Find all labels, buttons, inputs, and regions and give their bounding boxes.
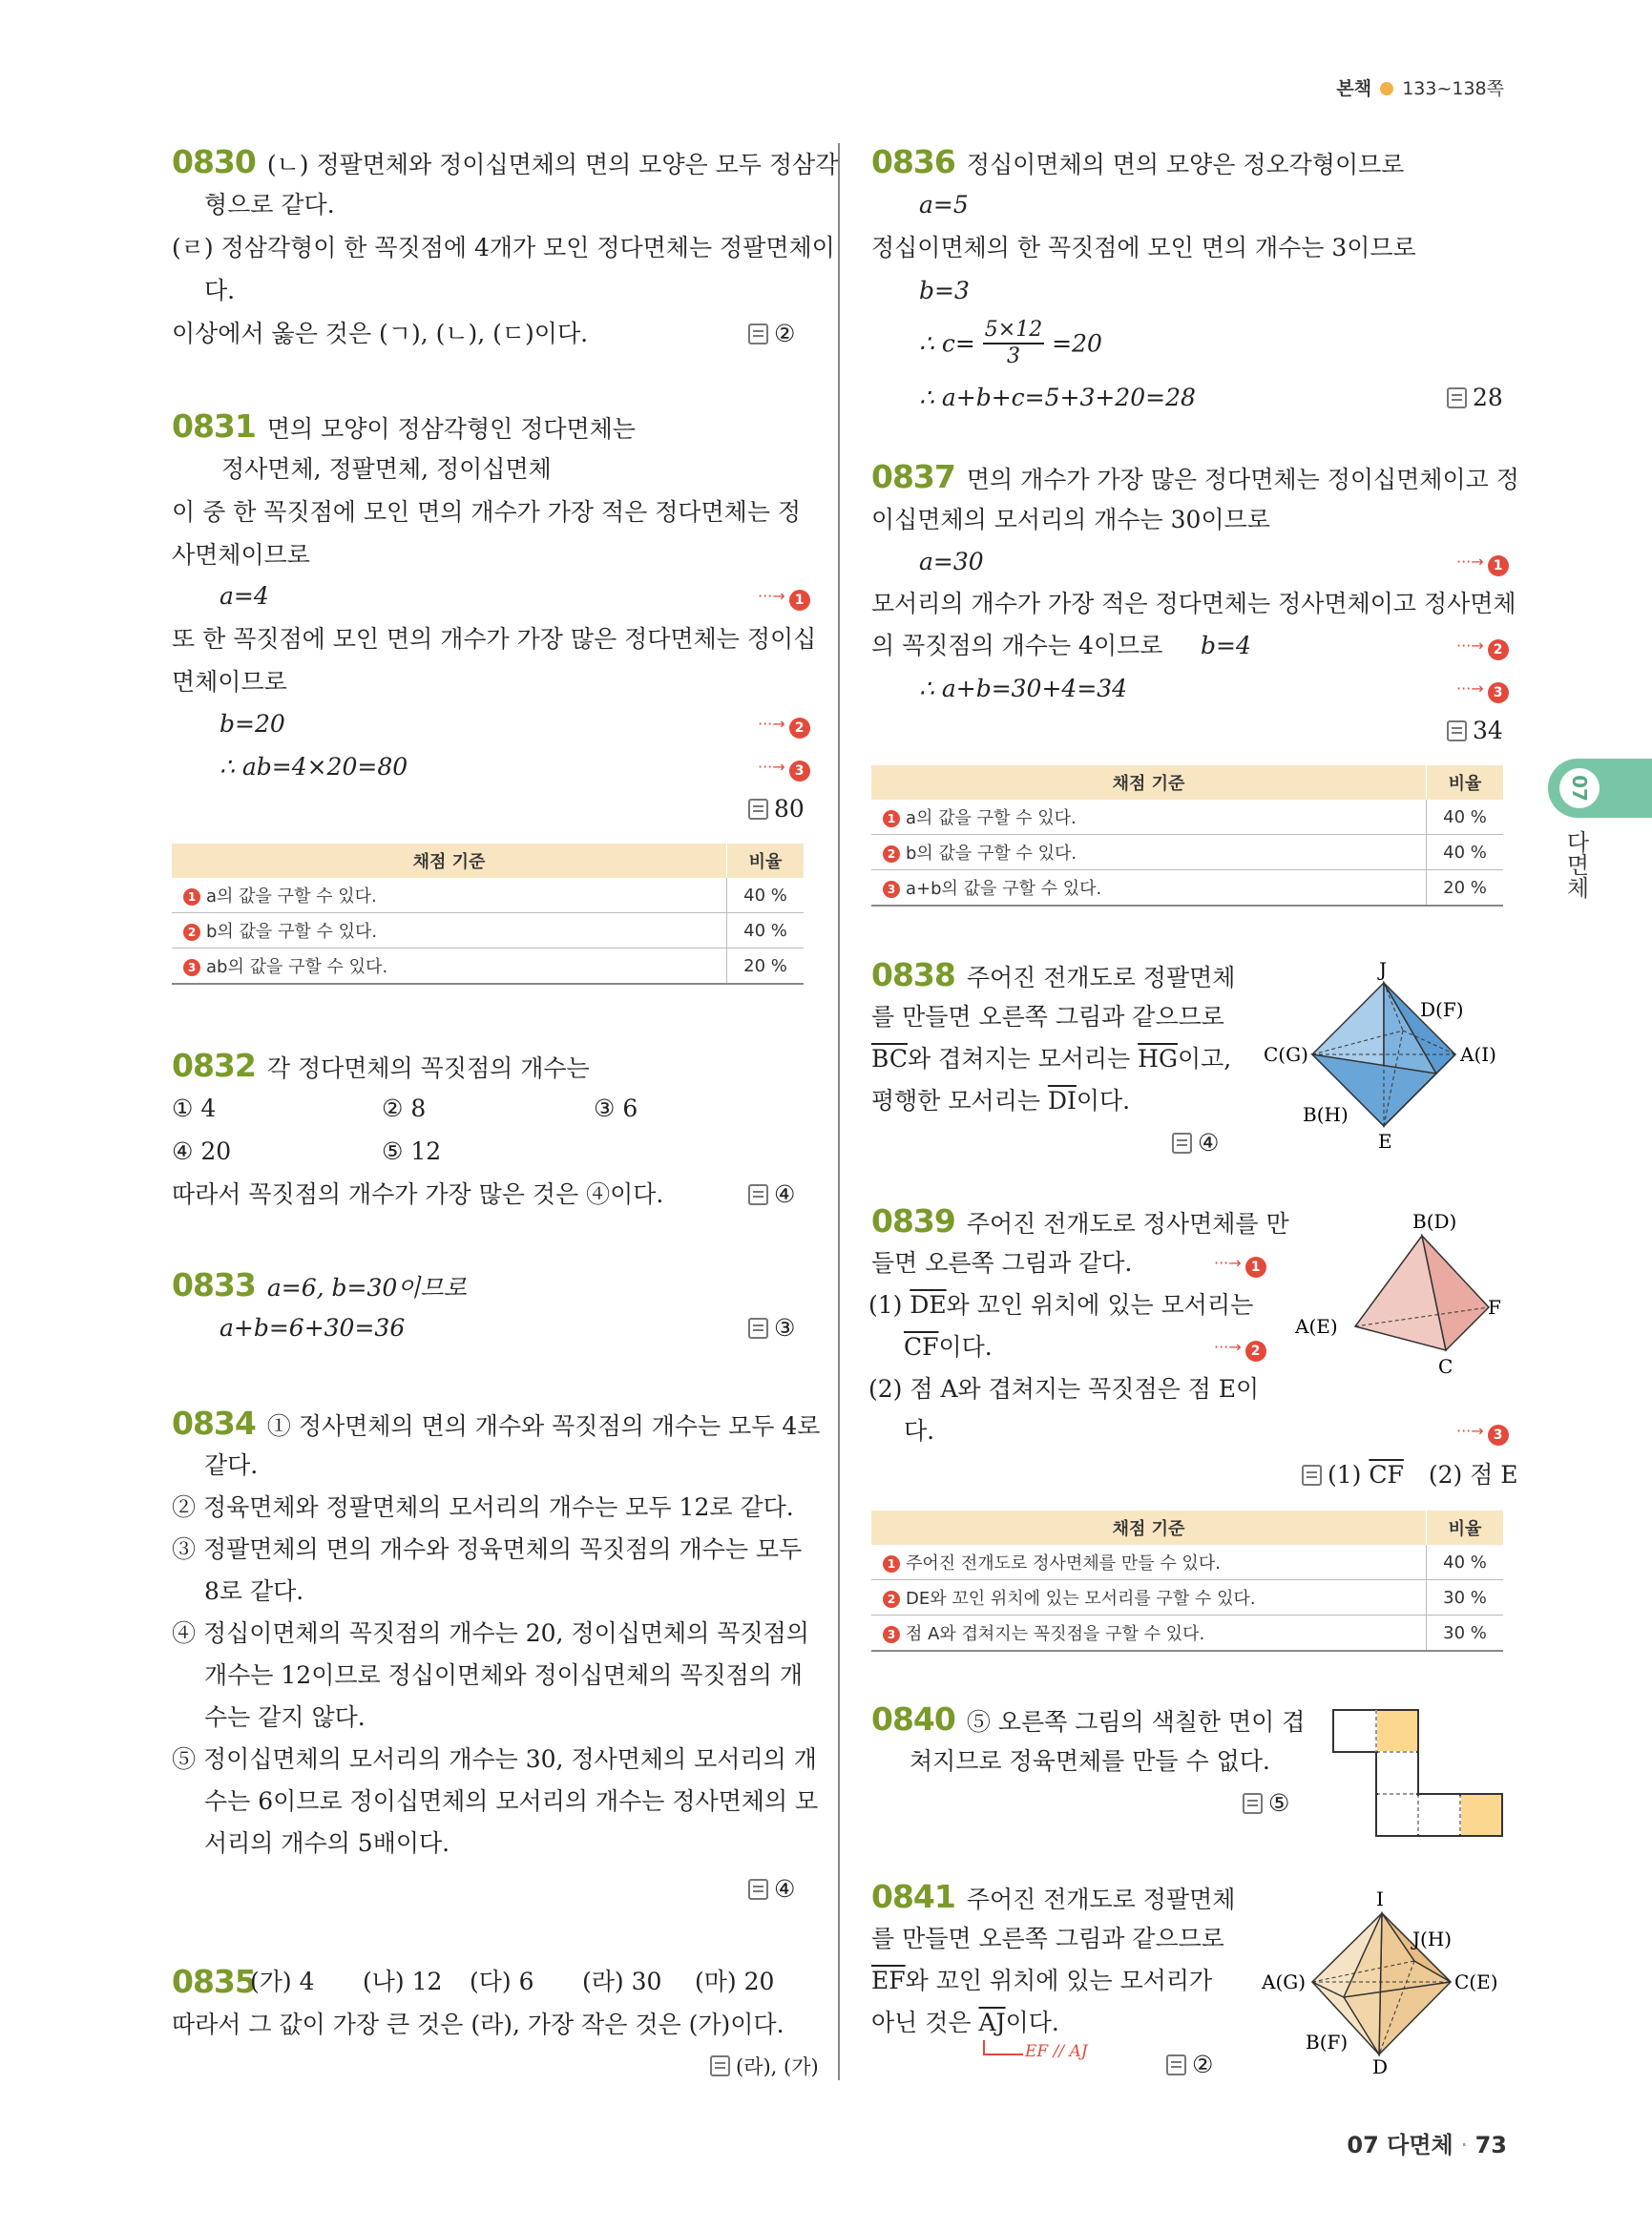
table-cell: 30 %: [1427, 1580, 1504, 1616]
equation-part: ∴ c=: [919, 329, 975, 358]
answer: [1302, 1454, 1518, 1496]
equation: a+b=6+30=36: [220, 1314, 406, 1342]
choice: ③ 6: [594, 1095, 638, 1122]
table-header: 비율: [727, 844, 805, 878]
text-line: ⑤ 정이십면체의 모서리의 개수는 30, 정사면체의 모서리의 개: [172, 1745, 817, 1773]
text-line: [904, 1326, 993, 1368]
table-cell: 40 %: [727, 878, 805, 913]
answer: [1447, 710, 1503, 752]
problem-0836: [871, 141, 1404, 186]
text-part: 이다.: [938, 1333, 993, 1361]
text-part: 평행한 모서리는: [871, 1087, 1048, 1115]
step-marker: ···→ 2: [1214, 1326, 1266, 1368]
text-line: 수는 같지 않다.: [204, 1703, 366, 1731]
equation: a=4: [220, 582, 269, 610]
text-part: 와 겹쳐지는 모서리는: [907, 1045, 1139, 1073]
segment: $\overline{DI}$: [1047, 1087, 1077, 1115]
answer-value: (라), (가): [736, 2055, 819, 2078]
octahedron-figure: [1260, 959, 1508, 1155]
step-marker: ···→ 3: [758, 746, 810, 788]
step-number: 2: [883, 1591, 900, 1608]
text-line: [868, 1284, 1253, 1326]
text-line: 주어진 전개도로 정팔면체: [966, 964, 1236, 991]
problem-0837: [871, 456, 1519, 501]
answer-icon: [1447, 387, 1467, 408]
text-part: 와 꼬인 위치에 있는 모서리가: [905, 1967, 1213, 1994]
answer-icon: [748, 799, 768, 820]
table-cell: 주어진 전개도로 정사면체를 만들 수 있다.: [906, 1553, 1221, 1574]
grading-table: [172, 844, 804, 985]
table-header: 비율: [1427, 1511, 1504, 1545]
text-line: 를 만들면 오른쪽 그림과 같으므로: [871, 1925, 1224, 1952]
book-label: 본책: [1336, 78, 1372, 99]
problem-number: 0835: [172, 1963, 256, 2000]
table-cell: 40 %: [1427, 1545, 1504, 1580]
text-line: 쳐지므로 정육면체를 만들 수 없다.: [910, 1747, 1270, 1775]
text-line: 형으로 같다.: [204, 191, 335, 219]
table-header: 채점 기준: [871, 1511, 1427, 1545]
text-line: 이십면체의 모서리의 개수는 30이므로: [871, 506, 1270, 533]
text-line: ③ 정팔면체의 면의 개수와 정육면체의 꼭짓점의 개수는 모두: [172, 1535, 803, 1563]
step-number: 1: [1245, 1257, 1266, 1278]
text-line: 주어진 전개도로 정사면체를 만: [966, 1210, 1289, 1238]
step-marker: ···→ 1: [1456, 541, 1509, 583]
equation-part: =20: [1052, 329, 1102, 358]
tetrahedron-figure: [1293, 1207, 1513, 1379]
annotation-note: EF // AJ: [1025, 2042, 1088, 2061]
step-number: 1: [789, 590, 810, 611]
problem-number: 0837: [871, 458, 955, 495]
text-line: 각 정다면체의 꼭짓점의 개수는: [266, 1054, 590, 1082]
text-part: 이다.: [1005, 2009, 1059, 2036]
answer-value: $\overline{CF}$: [1369, 1461, 1404, 1489]
answer-icon: [748, 323, 768, 344]
segment: $\overline{AJ}$: [978, 2009, 1006, 2036]
text-part: 아닌 것은: [871, 2009, 979, 2036]
answer-icon: [1166, 2054, 1186, 2075]
step-number: 1: [883, 1555, 900, 1573]
equation: ∴ a+b+c=5+3+20=28: [919, 384, 1196, 411]
footer-chapter: 07 다면체: [1347, 2132, 1453, 2158]
fraction-numerator: 5×12: [983, 318, 1044, 344]
annotation-bracket: [983, 2040, 1023, 2055]
problem-0831: [172, 406, 636, 450]
answer-value: ④: [774, 1875, 796, 1903]
text-part: (1): [868, 1291, 910, 1319]
text-part: 이다.: [1076, 1087, 1131, 1115]
step-number: 2: [1488, 639, 1509, 660]
text-line: [871, 1080, 1130, 1122]
answer: [1172, 1122, 1219, 1164]
answer: [748, 1307, 795, 1349]
text-line: (2) 점 A와 겹쳐지는 꼭짓점은 점 E이: [868, 1375, 1260, 1403]
problem-number: 0838: [871, 956, 955, 993]
chapter-tab-number-badge: [1559, 768, 1600, 808]
page-header: [1336, 74, 1504, 100]
table-cell: a+b의 값을 구할 수 있다.: [906, 879, 1102, 899]
text-line: ② 정육면체와 정팔면체의 모서리의 개수는 모두 12로 같다.: [172, 1493, 794, 1521]
vertex-label: B(H): [1303, 1103, 1349, 1126]
cube-net-figure: [1331, 1708, 1513, 1842]
vertex-label: D(F): [1420, 998, 1464, 1021]
step-number: 2: [1245, 1341, 1266, 1362]
value-item: (가) 4: [250, 1968, 315, 1995]
table-cell: ab의 값을 구할 수 있다.: [206, 957, 388, 977]
answer-icon: [748, 1318, 768, 1339]
answer-value: (1): [1328, 1461, 1370, 1489]
step-number: 3: [789, 761, 810, 782]
fraction-denominator: 3: [1006, 344, 1020, 368]
text-line: [871, 2002, 1059, 2044]
answer: [748, 1174, 795, 1216]
step-marker: ···→ 3: [1456, 1410, 1509, 1452]
circle-icon: [1380, 82, 1393, 95]
text-line: 이상에서 옳은 것은 (ㄱ), (ㄴ), (ㄷ)이다.: [172, 320, 589, 347]
problem-number: 0831: [172, 407, 256, 445]
vertex-label: C(E): [1454, 1970, 1498, 1993]
text-line: 정십이면체의 면의 모양은 정오각형이므로: [966, 151, 1405, 178]
vertex-label: A(E): [1295, 1315, 1338, 1338]
text-line: (ㄴ) 정팔면체와 정이십면체의 면의 모양은 모두 정삼각: [266, 151, 839, 178]
value-item: (마) 20: [695, 1968, 775, 1995]
text-line: 를 만들면 오른쪽 그림과 같으므로: [871, 1003, 1224, 1031]
answer-value: ⑤: [1268, 1789, 1290, 1817]
equation: b=20: [220, 710, 285, 738]
grading-table: [871, 765, 1503, 907]
table-cell: 30 %: [1427, 1616, 1504, 1652]
answer-icon: [1243, 1793, 1263, 1814]
problem-number: 0833: [172, 1266, 256, 1303]
table-row: [871, 1545, 1503, 1580]
step-number: 3: [1488, 1425, 1509, 1446]
step-marker: ···→ 3: [1456, 668, 1509, 710]
text-line: 정십이면체의 한 꼭짓점에 모인 면의 개수는 3이므로: [871, 234, 1416, 261]
text-line: 의 꼭짓점의 개수는 4이므로: [871, 632, 1163, 659]
equation: b=3: [919, 277, 970, 304]
step-marker: ···→ 2: [1456, 625, 1509, 667]
table-cell: 40 %: [1427, 835, 1504, 870]
problem-number: 0841: [871, 1878, 955, 1915]
answer: [1243, 1783, 1289, 1824]
problem-0839: [871, 1200, 1289, 1245]
text-line: 다.: [204, 277, 236, 304]
page-range: 133~138쪽: [1402, 78, 1504, 99]
answer-value: 34: [1473, 717, 1503, 744]
table-header: 비율: [1427, 765, 1504, 800]
vertex-label: J(H): [1412, 1928, 1453, 1950]
text-line: 8로 같다.: [204, 1577, 304, 1605]
answer-value: (2) 점 E: [1428, 1461, 1518, 1489]
step-marker: ···→ 2: [758, 703, 810, 745]
text-line: 개수는 12이므로 정십이면체와 정이십면체의 꼭짓점의 개: [204, 1661, 803, 1689]
table-row: [172, 913, 804, 949]
table-row: [172, 878, 804, 913]
text-line: 또 한 꼭짓점에 모인 면의 개수가 가장 많은 정다면체는 정이십: [172, 625, 817, 653]
text-line: 서리의 개수의 5배이다.: [204, 1829, 450, 1857]
choice: ④ 20: [172, 1137, 232, 1165]
text-line: 사면체이므로: [172, 541, 310, 569]
chapter-tab[interactable]: [1548, 759, 1652, 818]
step-number: 3: [883, 1626, 900, 1643]
answer-value: ②: [774, 320, 796, 347]
answer-icon: [710, 2055, 730, 2076]
table-header: 채점 기준: [172, 844, 727, 878]
answer-value: ④: [774, 1180, 796, 1208]
answer-icon: [1447, 720, 1467, 741]
octahedron-figure: [1260, 1885, 1508, 2075]
text-line: 정사면체, 정팔면체, 정이십면체: [221, 455, 552, 483]
text-line: ④ 정십이면체의 꼭짓점의 개수는 20, 정이십면체의 꼭짓점의: [172, 1619, 809, 1647]
table-cell: b의 값을 구할 수 있다.: [906, 844, 1077, 864]
footer-page-number: 73: [1474, 2132, 1507, 2158]
problem-number: 0836: [871, 143, 955, 180]
step-number: 3: [183, 959, 200, 976]
problem-0840: [871, 1699, 1305, 1743]
text-line: a=6, b=30이므로: [266, 1274, 467, 1302]
grading-table: [871, 1511, 1503, 1652]
text-line: 수는 6이므로 정이십면체의 모서리의 개수는 정사면체의 모: [204, 1787, 819, 1815]
page-footer: [1347, 2126, 1507, 2159]
vertex-label: E: [1378, 1130, 1392, 1153]
vertex-label: B(F): [1306, 2031, 1349, 2054]
text-line: (ㄹ) 정삼각형이 한 꼭짓점에 4개가 모인 정다면체는 정팔면체이: [172, 234, 835, 261]
vertex-label: A(G): [1262, 1970, 1307, 1993]
segment: $\overline{HG}$: [1138, 1045, 1178, 1073]
answer-value: 28: [1473, 384, 1503, 411]
segment: $\overline{CF}$: [904, 1333, 939, 1361]
answer: [1447, 377, 1503, 419]
vertex-label: J: [1379, 959, 1388, 981]
table-header: 채점 기준: [871, 765, 1427, 800]
step-number: 2: [789, 718, 810, 739]
answer-value: ②: [1192, 2051, 1214, 2078]
step-number: 3: [1488, 682, 1509, 703]
footer-separator: ·: [1460, 2132, 1475, 2158]
text-line: 주어진 전개도로 정팔면체: [966, 1886, 1236, 1913]
table-row: [871, 835, 1503, 870]
answer-value: 80: [774, 795, 805, 823]
equation: ∴ ab=4×20=80: [220, 753, 408, 781]
vertex-label: I: [1376, 1887, 1384, 1910]
text-line: ① 정사면체의 면의 개수와 꼭짓점의 개수는 모두 4로: [266, 1412, 821, 1440]
equation: ∴ a+b=30+4=34: [919, 675, 1128, 702]
table-cell: a의 값을 구할 수 있다.: [206, 886, 377, 907]
text-line: 면의 개수가 가장 많은 정다면체는 정이십면체이고 정: [966, 466, 1519, 493]
step-number: 2: [883, 845, 900, 863]
table-cell: 40 %: [1427, 800, 1504, 835]
problem-0830: [172, 141, 838, 186]
vertex-label: D: [1372, 2055, 1389, 2075]
chapter-tab-number: 07: [1568, 775, 1591, 802]
step-number: 3: [883, 881, 900, 898]
answer-value: ③: [774, 1314, 796, 1342]
table-row: [871, 870, 1503, 907]
fraction: [983, 318, 1044, 369]
equation: a=30: [919, 548, 984, 575]
vertex-label: A(I): [1460, 1043, 1496, 1066]
answer: [748, 1868, 795, 1910]
answer: [1166, 2044, 1213, 2086]
answer-icon: [1302, 1465, 1322, 1486]
text-line: 이 중 한 꼭짓점에 모인 면의 개수가 가장 적은 정다면체는 정: [172, 498, 802, 526]
value-item: (나) 12: [363, 1968, 443, 1995]
answer: [748, 313, 795, 355]
chapter-tab-title: 다면체: [1562, 830, 1589, 899]
vertex-label: C(G): [1264, 1043, 1308, 1066]
table-cell: b의 값을 구할 수 있다.: [206, 922, 378, 942]
text-line: 따라서 꼭짓점의 개수가 가장 많은 것은 ④이다.: [172, 1180, 664, 1208]
table-row: [871, 800, 1503, 835]
choice: ② 8: [382, 1095, 427, 1122]
text-line: 따라서 그 값이 가장 큰 것은 (라), 가장 작은 것은 (가)이다.: [172, 2011, 784, 2038]
text-line: 다.: [904, 1417, 935, 1445]
table-row: [871, 1580, 1503, 1616]
answer-icon: [748, 1879, 768, 1900]
answer: [710, 2046, 819, 2088]
text-line: 면체이므로: [172, 668, 287, 696]
text-line: [871, 1038, 1231, 1080]
step-number: 1: [1488, 555, 1509, 576]
problem-number: 0830: [172, 143, 256, 180]
table-cell: DE와 꼬인 위치에 있는 모서리를 구할 수 있다.: [906, 1589, 1256, 1609]
text-line: 같다.: [204, 1451, 259, 1479]
step-number: 2: [183, 924, 200, 941]
segment: $\overline{DE}$: [910, 1291, 947, 1319]
choice: ⑤ 12: [382, 1137, 442, 1165]
table-cell: 20 %: [727, 949, 805, 985]
problem-0841: [871, 1876, 1235, 1921]
problem-0832: [172, 1045, 590, 1090]
problem-number: 0832: [172, 1047, 256, 1084]
table-row: [172, 949, 804, 985]
segment: $\overline{BC}$: [871, 1045, 908, 1073]
text-part: 와 꼬인 위치에 있는 모서리는: [946, 1291, 1254, 1319]
answer: [748, 788, 805, 830]
text-line: [871, 1960, 1212, 2002]
answer-icon: [1172, 1133, 1192, 1154]
equation: a=5: [919, 191, 969, 219]
problem-0838: [871, 954, 1235, 999]
problem-0833: [172, 1264, 467, 1309]
step-number: 1: [183, 888, 200, 906]
table-cell: a의 값을 구할 수 있다.: [906, 808, 1077, 828]
step-marker: ···→ 1: [1214, 1242, 1266, 1284]
table-cell: 40 %: [727, 913, 805, 949]
problem-number: 0840: [871, 1700, 955, 1738]
value-item: (다) 6: [470, 1968, 534, 1995]
step-number: 1: [883, 810, 900, 827]
equation-fraction: [919, 318, 1102, 369]
equation: b=4: [1201, 632, 1251, 659]
vertex-label: B(D): [1412, 1210, 1457, 1233]
choice: ① 4: [172, 1095, 217, 1122]
table-cell: 점 A와 겹쳐지는 꼭짓점을 구할 수 있다.: [906, 1624, 1205, 1644]
column-divider: [838, 143, 840, 2080]
step-marker: ···→ 1: [758, 575, 810, 617]
value-item: (라) 30: [582, 1968, 662, 1995]
text-part: 이고,: [1177, 1045, 1232, 1073]
answer-value: ④: [1198, 1129, 1220, 1157]
problem-number: 0834: [172, 1405, 256, 1442]
text-line: 모서리의 개수가 가장 적은 정다면체는 정사면체이고 정사면체: [871, 590, 1516, 617]
vertex-label: C: [1438, 1355, 1453, 1378]
text-line: ⑤ 오른쪽 그림의 색칠한 면이 겹: [966, 1708, 1306, 1736]
text-line: 면의 모양이 정삼각형인 정다면체는: [266, 415, 636, 443]
table-cell: 20 %: [1427, 870, 1504, 907]
vertex-label: F: [1488, 1296, 1501, 1319]
segment: $\overline{EF}$: [871, 1967, 906, 1994]
answer-icon: [748, 1184, 768, 1205]
problem-0834: [172, 1403, 820, 1448]
problem-number: 0839: [871, 1202, 955, 1240]
text-line: 들면 오른쪽 그림과 같다.: [871, 1249, 1133, 1277]
table-row: [871, 1616, 1503, 1652]
